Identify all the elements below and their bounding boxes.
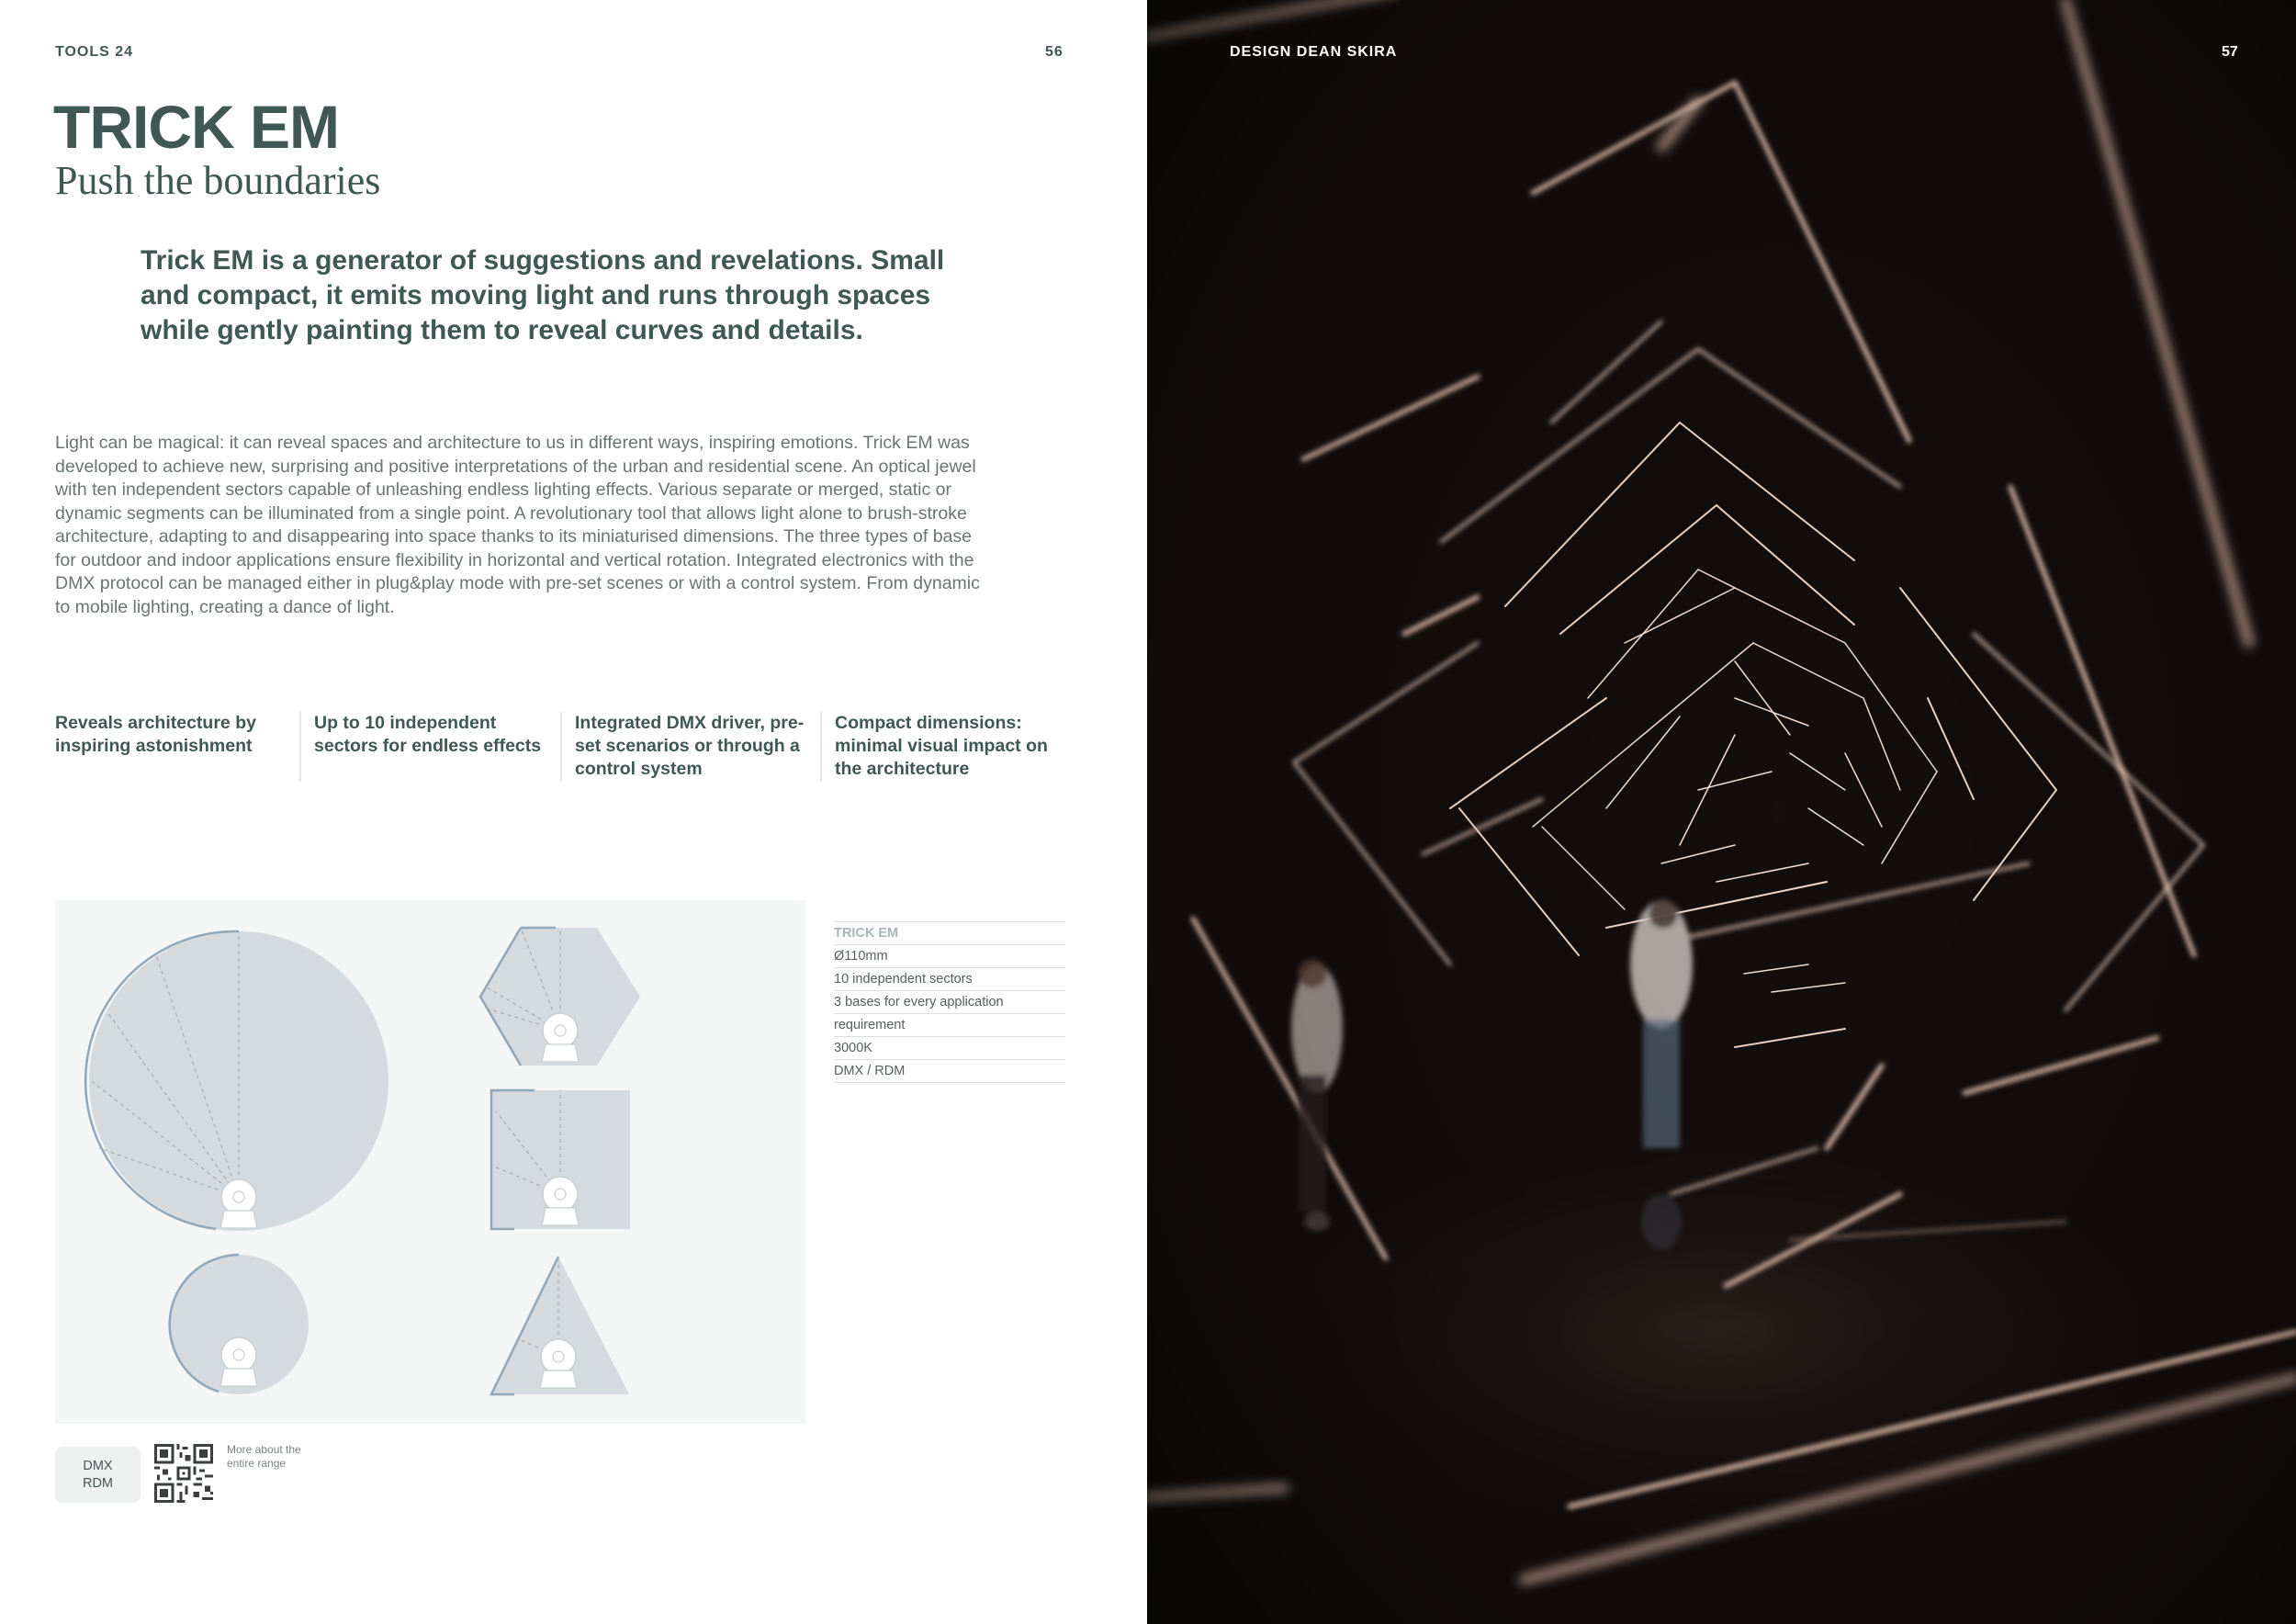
spec-row: 3000K: [834, 1036, 1065, 1059]
qr-code-icon[interactable]: [154, 1444, 213, 1503]
lead-paragraph: Trick EM is a generator of suggestions and revelations. Small and compact, it emits moving light and runs through spaces while gently painting them to reveal curves and details.: [141, 245, 945, 345]
feature-item: Reveals architecture by inspiring astonishment: [55, 713, 256, 756]
running-head-left: TOOLS 24: [55, 44, 134, 60]
badge-line: RDM: [82, 1475, 114, 1491]
feature-item: Compact dimensions: minimal visual impact on the architecture: [820, 712, 1070, 782]
triangle-beam-shape: [491, 1257, 629, 1394]
left-page: [0, 0, 1147, 1624]
circle-large-beam-shape: [85, 931, 388, 1231]
body-paragraph: Light can be magical: it can reveal spaces and architecture to us in different ways, inspiring emotions. Trick EM was developed to achieve new, surprising and positive interpretations of the urban and residential scene. An optical jewel with ten independent sectors capable of unleashing endless lighting effects. Various separate or merged, static or dynamic segments can be illuminated from a single point. A revolutionary tool that allows light alone to brush-stroke architecture, adapting to and disappearing into space thanks to its miniaturised dimensions. The three types of base for outdoor and indoor applications ensure flexibility in horizontal and vertical rotation. Integrated electronics with the DMX protocol can be managed either in plug&play mode with pre-set scenes or with a control system. From dynamic to mobile lighting, creating a dance of light.: [55, 433, 980, 617]
dmx-rdm-badge: [55, 1447, 141, 1503]
spec-row: requirement: [834, 1013, 1065, 1036]
beam-diagram: [55, 900, 806, 1424]
spec-heading: TRICK EM: [834, 921, 1065, 944]
product-title: TRICK EM: [53, 93, 339, 161]
feature-item: Integrated DMX driver, pre-set scenarios or through a control system: [560, 712, 820, 782]
page-number-right: 57: [2222, 44, 2238, 60]
right-page-photo: [1147, 0, 2296, 1624]
spec-row: DMX / RDM: [834, 1059, 1065, 1083]
badge-line: DMX: [83, 1458, 113, 1473]
spec-row: Ø110mm: [834, 944, 1065, 967]
light-tunnel-photo: [1147, 0, 2296, 1624]
circle-small-beam-shape: [169, 1255, 309, 1394]
feature-item: Up to 10 independent sectors for endless effects: [299, 712, 560, 782]
feature-list: [55, 712, 1070, 782]
spec-table: [834, 921, 1065, 1083]
square-beam-shape: [491, 1090, 630, 1229]
running-head-right: DESIGN DEAN SKIRA: [1230, 44, 1398, 60]
product-subtitle: Push the boundaries: [55, 158, 381, 203]
spec-row: 10 independent sectors: [834, 967, 1065, 990]
hexagon-beam-shape: [480, 928, 640, 1066]
page-number-left: 56: [1045, 44, 1064, 60]
qr-caption: More about the entire range: [227, 1443, 301, 1470]
spec-row: 3 bases for every application: [834, 990, 1065, 1013]
